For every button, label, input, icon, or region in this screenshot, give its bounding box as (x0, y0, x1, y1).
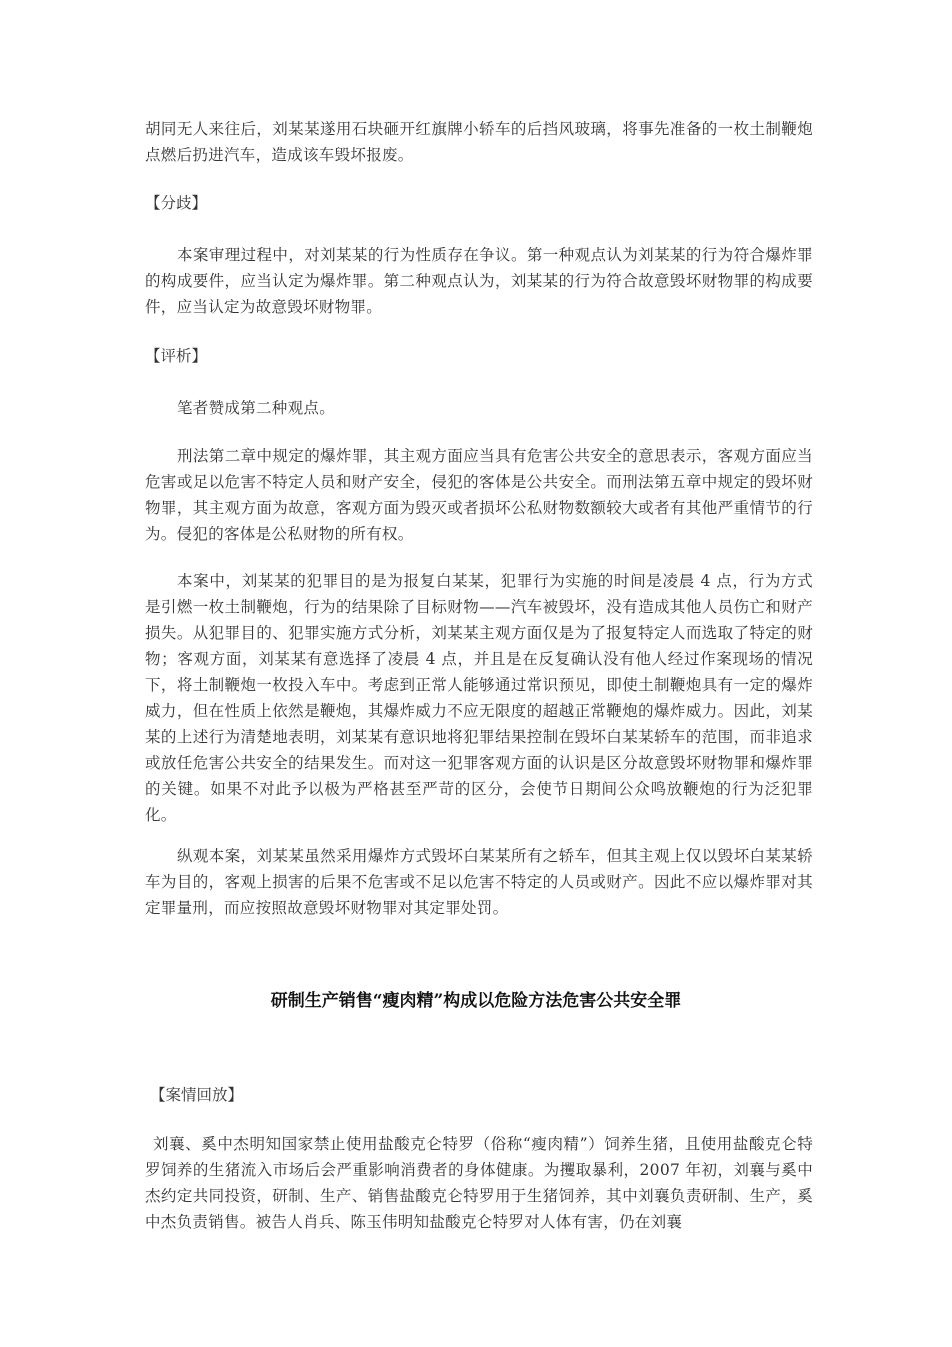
paragraph-analysis-conclusion: 纵观本案，刘某某虽然采用爆炸方式毁坏白某某所有之轿车，但其主观上仅以毁坏白某某轿车为目的，客观上损害的后果不危害或不足以危害不特定的人员或财产。因此不应以爆炸罪对其定罪量刑，而应按照故意毁坏财物罪对其定罪处罚。 (145, 847, 813, 917)
paragraph-divergence: 本案审理过程中，对刘某某的行为性质存在争议。第一种观点认为刘某某的行为符合爆炸罪的构成要件，应当认定为爆炸罪。第二种观点认为，刘某某的行为符合故意毁坏财物罪的构成要件，应当认定为故意毁坏财物罪。 (145, 246, 813, 316)
paragraph-case-review: 刘襄、奚中杰明知国家禁止使用盐酸克仑特罗（俗称“瘦肉精”）饲养生猪，且使用盐酸克仑特罗饲养的生猪流入市场后会严重影响消费者的身体健康。为攫取暴利，2007 年初，刘襄与奚中杰约定共同投资，研制、生产、销售盐酸克仑特罗用于生猪饲养，其中刘襄负责研制、生产，奚中杰负责销售。被告人肖兵、陈玉伟明知盐酸克仑特罗对人体有害，仍在刘襄 (145, 1135, 813, 1231)
paragraph-case-facts-end: 胡同无人来往后，刘某某遂用石块砸开红旗牌小轿车的后挡风玻璃，将事先准备的一枚土制鞭炮点燃后扔进汽车，造成该车毁坏报废。 (145, 120, 813, 164)
heading-case-review: 【案情回放】 (150, 1086, 244, 1104)
paragraph-analysis-law: 刑法第二章中规定的爆炸罪，其主观方面应当具有危害公共安全的意思表示，客观方面应当危害或足以危害不特定人员和财产安全，侵犯的客体是公共安全。而刑法第五章中规定的毁坏财物罪，其主观方面为故意，客观方面为毁灭或者损坏公私财物数额较大或者有其他严重情节的行为。侵犯的客体是公私财物的所有权。 (145, 447, 813, 543)
paragraph-analysis-opinion: 笔者赞成第二种观点。 (177, 399, 336, 417)
article-title: 研制生产销售“瘦肉精”构成以危险方法危害公共安全罪 (270, 991, 682, 1011)
heading-divergence: 【分歧】 (145, 194, 208, 212)
paragraph-analysis-case: 本案中，刘某某的犯罪目的是为报复白某某，犯罪行为实施的时间是凌晨 4 点，行为方式是引燃一枚土制鞭炮，行为的结果除了目标财物——汽车被毁坏，没有造成其他人员伤亡和财产损失。从犯罪目的、犯罪实施方式分析，刘某某主观方面仅是为了报复特定人而选取了特定的财物；客观方面，刘某某有意选择了凌晨 4 点，并且是在反复确认没有他人经过作案现场的情况下，将土制鞭炮一枚投入车中。考虑到正常人能够通过常识预见，即使土制鞭炮具有一定的爆炸威力，但在性质上依然是鞭炮，其爆炸威力不应无限度的超越正常鞭炮的爆炸威力。因此，刘某某的上述行为清楚地表明，刘某某有意识地将犯罪结果控制在毁坏白某某轿车的范围，而非追求或放任危害公共安全的结果发生。而对这一犯罪客观方面的认识是区分故意毁坏财物罪和爆炸罪的关键。如果不对此予以极为严格甚至严苛的区分，会使节日期间公众鸣放鞭炮的行为泛犯罪化。 (145, 572, 813, 824)
heading-analysis: 【评析】 (145, 347, 208, 365)
